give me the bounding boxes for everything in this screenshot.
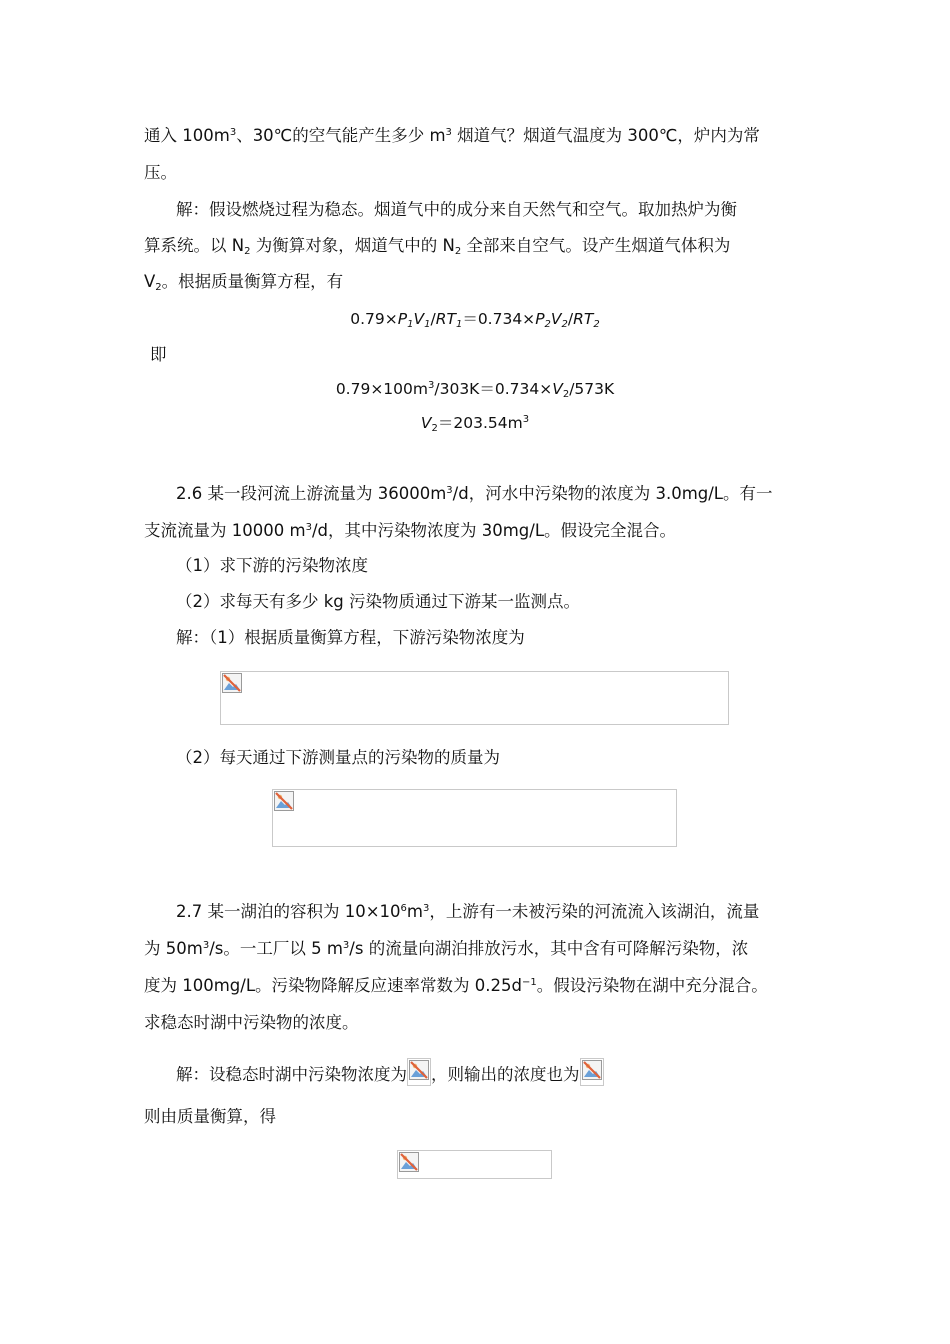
superscript: 3 — [522, 414, 530, 425]
text-run: 2.7 某一湖泊的容积为 10×10 — [176, 902, 401, 921]
superscript: 3 — [342, 940, 350, 951]
paragraph-line — [176, 1058, 604, 1087]
text-run: ，则输出的浓度也为 — [431, 1065, 580, 1084]
superscript: 3 — [446, 485, 453, 496]
var: V — [413, 310, 425, 328]
text-run: 。假设污染物在湖中充分混合。 — [536, 976, 768, 995]
equation-image — [220, 671, 729, 725]
text-run: /303K＝0.734× — [434, 380, 553, 398]
superscript: 3 — [423, 903, 430, 914]
paragraph-line — [144, 234, 730, 258]
equation-2 — [0, 377, 950, 401]
broken-image-icon — [399, 1152, 419, 1172]
paragraph-line: 解：假设燃烧过程为稳态。烟道气中的成分来自天然气和空气。取加热炉为衡 — [176, 200, 737, 219]
var: V — [552, 380, 563, 398]
text-run: 0.79× — [350, 310, 398, 328]
inline-equation-image — [407, 1058, 431, 1086]
paragraph-line: 则由质量衡算，得 — [144, 1107, 276, 1126]
text-run: ，上游有一未被污染的河流流入该湖泊，流量 — [429, 902, 760, 921]
text-run: 烟道气？烟道气温度为 300℃，炉内为常 — [451, 126, 760, 145]
var: V — [420, 414, 432, 432]
subscript: 2 — [454, 246, 462, 257]
superscript: 3 — [428, 380, 435, 391]
subscript: 2 — [544, 319, 551, 330]
text-run: /d，其中污染物浓度为 30mg/L。假设完全混合。 — [311, 521, 677, 540]
subscript: 2 — [431, 423, 438, 434]
var: V — [550, 310, 562, 328]
superscript: 3 — [202, 940, 210, 951]
var: RT — [573, 310, 594, 328]
var: RT — [435, 310, 456, 328]
text-run: 解：设稳态时湖中污染物浓度为 — [176, 1065, 407, 1084]
subscript: 2 — [593, 319, 600, 330]
text-run: 、30℃的空气能产生多少 m — [236, 126, 446, 145]
superscript: 3 — [445, 127, 452, 138]
text-run: 算系统。以 N — [144, 236, 245, 255]
paragraph-line — [144, 974, 768, 998]
paragraph-line — [144, 519, 676, 543]
text-run: /d，河水中污染物的浓度为 3.0mg/L。有一 — [452, 484, 773, 503]
superscript: 6 — [400, 903, 407, 914]
broken-image-icon — [582, 1060, 602, 1080]
subscript: 1 — [455, 319, 463, 330]
paragraph-line: （2）求每天有多少 kg 污染物质通过下游某一监测点。 — [176, 592, 581, 611]
inline-equation-image — [580, 1058, 604, 1086]
var: P — [397, 310, 408, 328]
text-run: 2.6 某一段河流上游流量为 36000m — [176, 484, 447, 503]
subscript: 2 — [562, 389, 570, 400]
paragraph-line: （2）每天通过下游测量点的污染物的质量为 — [176, 748, 500, 767]
text-run: / — [430, 310, 436, 328]
equation-1 — [0, 307, 950, 331]
subscript: 1 — [407, 319, 414, 330]
equation-3 — [0, 411, 950, 435]
paragraph-line: 压。 — [144, 163, 177, 182]
text-run: m — [406, 902, 423, 921]
text-run: 0.79×100m — [335, 380, 428, 398]
equation-image — [272, 789, 677, 847]
subscript: 2 — [155, 282, 162, 293]
text-run: 为衡算对象，烟道气中的 N — [250, 236, 455, 255]
superscript: 3 — [305, 522, 312, 533]
text-run: 为 50m — [144, 939, 203, 958]
paragraph-line: 解：（1）根据质量衡算方程，下游污染物浓度为 — [176, 628, 525, 647]
text-run: /s。一工厂以 5 m — [209, 939, 343, 958]
paragraph-line: 即 — [150, 345, 167, 364]
text-run: / — [567, 310, 574, 328]
superscript: 3 — [229, 127, 237, 138]
text-run: /573K — [569, 380, 615, 398]
paragraph-line: （1）求下游的污染物浓度 — [176, 556, 368, 575]
superscript: −1 — [522, 977, 537, 988]
text-run: ＝0.734× — [462, 310, 536, 328]
text-run: 。根据质量衡算方程，有 — [161, 272, 344, 291]
paragraph-line — [144, 937, 748, 961]
paragraph-line — [144, 270, 343, 294]
paragraph-line — [176, 482, 773, 506]
paragraph-line: 求稳态时湖中污染物的浓度。 — [144, 1013, 359, 1032]
paragraph-line — [144, 124, 760, 148]
equation-image — [397, 1150, 552, 1179]
text-run: ＝203.54m — [437, 414, 523, 432]
text-run: 通入 100m — [144, 126, 230, 145]
subscript: 1 — [424, 319, 431, 330]
var: P — [535, 310, 545, 328]
broken-image-icon — [274, 791, 294, 811]
text-run: V — [144, 272, 156, 291]
text-run: 度为 100mg/L。污染物降解反应速率常数为 0.25d — [144, 976, 522, 995]
text-run: 全部来自空气。设产生烟道气体积为 — [461, 236, 731, 255]
subscript: 2 — [561, 319, 568, 330]
paragraph-line — [176, 900, 759, 924]
broken-image-icon — [409, 1060, 429, 1080]
broken-image-icon — [222, 673, 242, 693]
text-run: /s 的流量向湖泊排放污水，其中含有可降解污染物，浓 — [349, 939, 749, 958]
subscript: 2 — [244, 246, 251, 257]
text-run: 支流流量为 10000 m — [144, 521, 306, 540]
